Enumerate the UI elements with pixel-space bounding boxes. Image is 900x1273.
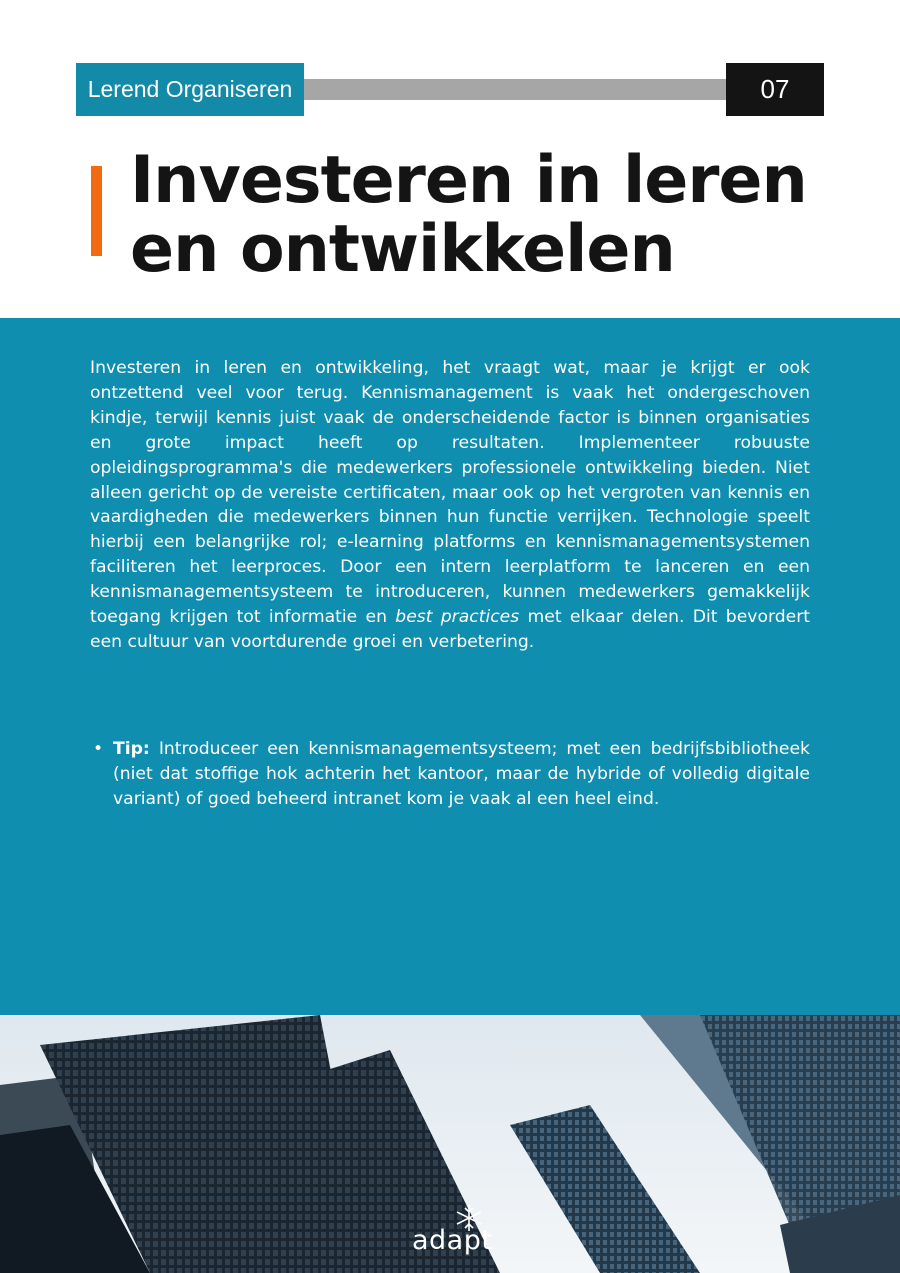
body-paragraph	[90, 356, 810, 655]
tip-label: Tip:	[113, 739, 150, 759]
page-title-line-1: Investeren in leren	[130, 143, 807, 218]
tip-item	[90, 737, 810, 812]
header-rule	[304, 79, 726, 100]
bullet-icon: •	[93, 739, 104, 759]
tip-text: Introduceer een kennismanagementsysteem; met een bedrijfsbibliotheek (niet dat stoffige hok achterin het kantoor, maar de hybride of volledig digitale variant) of goed beheerd intranet kom je vaak al een heel eind.	[113, 739, 810, 809]
logo-wordmark: adapt	[412, 1225, 493, 1256]
body-text-part-1: Investeren in leren en ontwikkeling, het vraagt wat, maar je krijgt er ook ontzettend veel voor terug. Kennismanagement is vaak het ondergeschoven kindje, terwijl kennis juist vaak de onderscheidende factor is binnen organisaties en grote impact heeft op resultaten. Implementeer robuuste opleidingsprogramma's die medewerkers professionele ontwikkeling bieden. Niet alleen gericht op de vereiste certificaten, maar ook op het vergroten van kennis en vaardigheden die medewerkers binnen hun functie verrijken. Technologie speelt hierbij een belangrijke rol; e-learning platforms en kennismanagementsystemen faciliteren het leerproces. Door een intern leerplatform te lanceren en een kennismanagementsysteem te introduceren, kunnen medewerkers gemakkelijk toegang krijgen tot informatie en	[90, 358, 810, 628]
title-accent-bar	[91, 166, 102, 256]
section-label: Lerend Organiseren	[76, 63, 304, 116]
page-title	[130, 143, 870, 287]
body-text-part-2: met elkaar delen. Dit bevordert een cultuur van voortdurende groei en verbetering.	[90, 607, 811, 652]
page-number: 07	[726, 63, 824, 116]
adapt-logo	[412, 1203, 502, 1263]
tip-list	[90, 737, 810, 812]
page-title-line-2: en ontwikkelen	[130, 212, 675, 287]
body-text-emphasis: best practices	[395, 607, 520, 628]
page-header	[0, 0, 900, 320]
